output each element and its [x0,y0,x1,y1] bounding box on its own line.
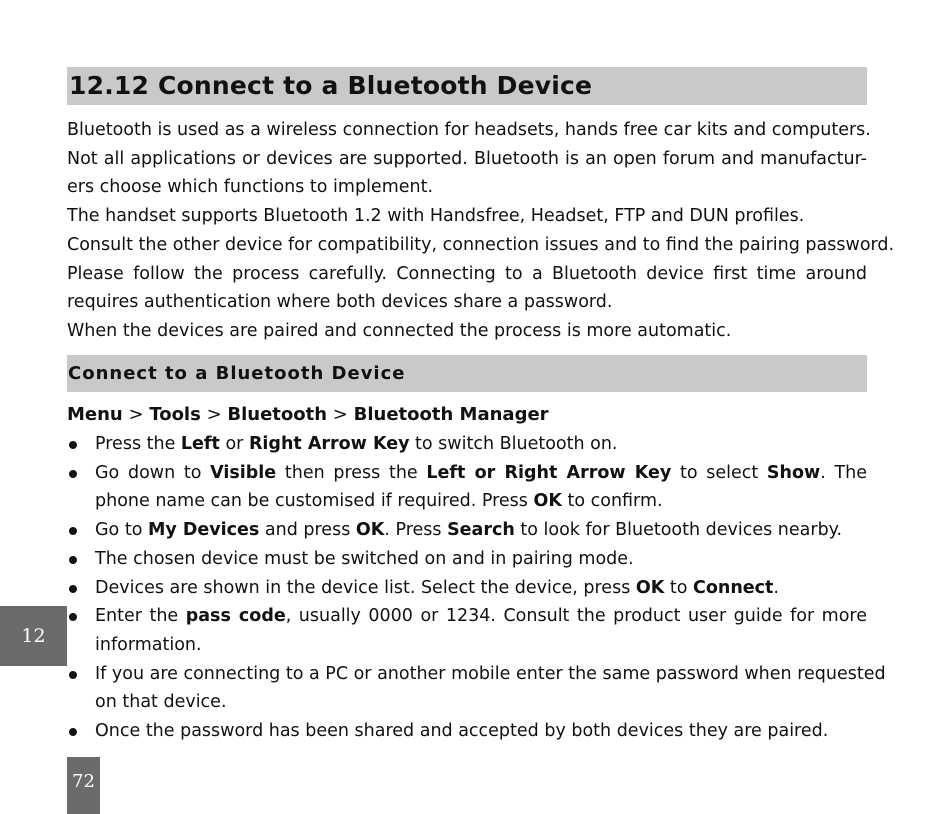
step-line: Devices are shown in the device list. Select the device, press OK to Connect. [95,577,779,598]
intro-line: Please follow the process carefully. Connecting to a Bluetooth device first time around [67,263,867,284]
step-line: on that device. [95,692,227,713]
list-item [67,430,867,459]
step-line: Once the password has been shared and accepted by both devices they are paired. [95,721,829,742]
list-item [67,660,886,717]
intro-line: Bluetooth is used as a wireless connection for headsets, hands free car kits and computers. [67,120,871,140]
bullet-icon [69,613,77,621]
menu-path-tools: Tools [149,404,201,425]
list-item [67,717,867,746]
step-line: The chosen device must be switched on and in pairing mode. [95,548,634,569]
chapter-tab: 12 [0,606,67,666]
intro-line: Consult the other device for compatibility, connection issues and to find the pairing password. [67,234,895,255]
menu-path-separator: > [206,404,222,425]
section-title: 12.12 Connect to a Bluetooth Device [67,67,867,105]
step-line: Enter the pass code, usually 0000 or 1234. Consult the product user guide for more [95,606,867,627]
intro-line: Not all applications or devices are supported. Bluetooth is an open forum and manufactur- [67,148,867,169]
list-item [67,574,867,603]
bullet-icon [69,671,77,679]
steps-list [67,430,886,746]
bullet-icon [69,728,77,736]
subsection-title: Connect to a Bluetooth Device [67,355,867,392]
step-line: information. [95,634,202,655]
bullet-icon [69,441,77,449]
menu-path-separator: > [128,404,144,425]
page-number: 72 [67,757,100,814]
step-line: Go to My Devices and press OK. Press Search to look for Bluetooth devices nearby. [95,520,843,541]
step-line: If you are connecting to a PC or another mobile enter the same password when requested [95,663,886,684]
bullet-icon [69,527,77,535]
bullet-icon [69,556,77,564]
menu-path [67,400,549,429]
list-item [67,545,867,574]
menu-path-menu: Menu [67,404,123,425]
intro-line: When the devices are paired and connected the process is more automatic. [67,320,732,341]
step-line: phone name can be customised if required. Press OK to confirm. [95,491,663,512]
intro-line: ers choose which functions to implement. [67,177,434,198]
menu-path-separator: > [332,404,348,425]
menu-path-bluetooth: Bluetooth [227,404,328,425]
list-item [67,602,867,659]
bullet-icon [69,470,77,478]
list-item [67,516,867,545]
menu-path-manager: Bluetooth Manager [353,404,549,425]
intro-paragraph [67,116,895,346]
list-item [67,459,867,516]
bullet-icon [69,585,77,593]
step-line: Press the Left or Right Arrow Key to switch Bluetooth on. [95,434,618,454]
intro-line: requires authentication where both devices share a password. [67,292,613,313]
intro-line: The handset supports Bluetooth 1.2 with Handsfree, Headset, FTP and DUN profiles. [67,206,805,227]
step-line: Go down to Visible then press the Left or Right Arrow Key to select Show. The [95,462,867,483]
